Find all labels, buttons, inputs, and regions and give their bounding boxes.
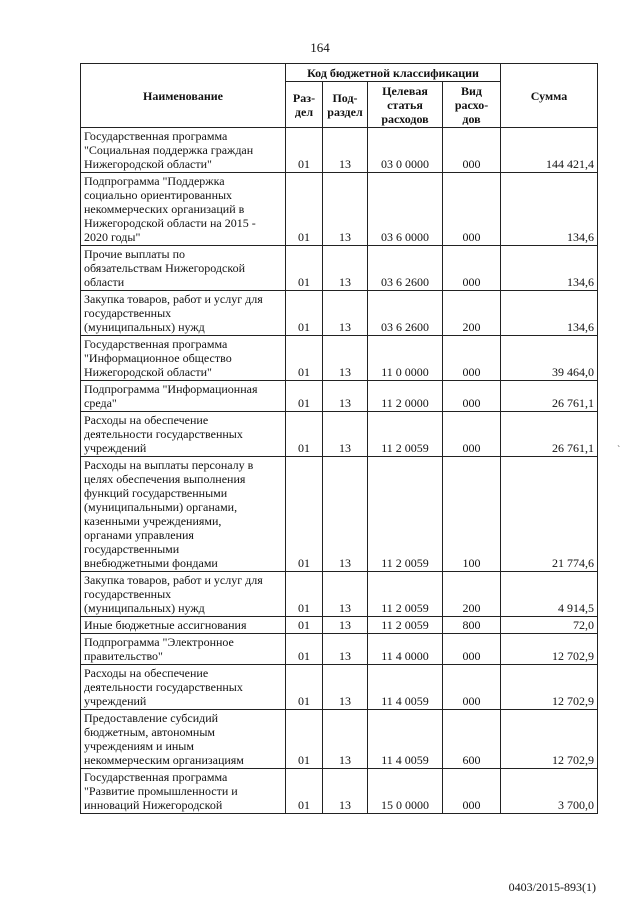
row-podrazdel: 13 (323, 128, 368, 173)
row-summa: 4 914,5 (501, 572, 598, 617)
header-podrazdel: Под- раздел (323, 82, 368, 128)
row-podrazdel: 13 (323, 246, 368, 291)
row-vid-raskhodov: 000 (443, 173, 501, 246)
row-podrazdel: 13 (323, 336, 368, 381)
row-name: Расходы на выплаты персоналу в целях обеспечения выполнения функций государственными (муниципальными) органами, казенными учреждениями, органами управления государственными внебюджетными фондами (81, 457, 286, 572)
header-vid-raskhodov: Вид расхо- дов (443, 82, 501, 128)
row-podrazdel: 13 (323, 457, 368, 572)
row-name: Закупка товаров, работ и услуг для государственных (муниципальных) нужд (81, 291, 286, 336)
row-celevaya-statya: 11 2 0059 (368, 457, 443, 572)
header-summa: Сумма (501, 64, 598, 128)
table-row (81, 173, 598, 246)
row-summa: 134,6 (501, 246, 598, 291)
row-summa: 134,6 (501, 173, 598, 246)
row-celevaya-statya: 03 6 0000 (368, 173, 443, 246)
row-podrazdel: 13 (323, 617, 368, 634)
row-summa: 12 702,9 (501, 634, 598, 665)
row-razdel: 01 (286, 246, 323, 291)
row-name: Подпрограмма "Информационная среда" (81, 381, 286, 412)
row-summa: 39 464,0 (501, 336, 598, 381)
row-name: Иные бюджетные ассигнования (81, 617, 286, 634)
row-vid-raskhodov: 000 (443, 246, 501, 291)
row-vid-raskhodov: 000 (443, 381, 501, 412)
table-header (81, 64, 598, 128)
row-celevaya-statya: 15 0 0000 (368, 769, 443, 814)
header-razdel: Раз- дел (286, 82, 323, 128)
row-podrazdel: 13 (323, 710, 368, 769)
table-row (81, 572, 598, 617)
table-row (81, 336, 598, 381)
row-name: Подпрограмма "Электронное правительство" (81, 634, 286, 665)
row-podrazdel: 13 (323, 634, 368, 665)
row-celevaya-statya: 11 0 0000 (368, 336, 443, 381)
table-row (81, 769, 598, 814)
row-podrazdel: 13 (323, 665, 368, 710)
row-summa: 72,0 (501, 617, 598, 634)
row-summa: 134,6 (501, 291, 598, 336)
table-row (81, 710, 598, 769)
row-razdel: 01 (286, 412, 323, 457)
row-celevaya-statya: 11 2 0000 (368, 381, 443, 412)
row-razdel: 01 (286, 336, 323, 381)
row-celevaya-statya: 11 2 0059 (368, 572, 443, 617)
row-celevaya-statya: 11 4 0059 (368, 665, 443, 710)
row-celevaya-statya: 11 4 0059 (368, 710, 443, 769)
row-summa: 12 702,9 (501, 665, 598, 710)
row-celevaya-statya: 11 4 0000 (368, 634, 443, 665)
row-summa: 26 761,1 (501, 381, 598, 412)
header-name: Наименование (81, 64, 286, 128)
row-celevaya-statya: 03 0 0000 (368, 128, 443, 173)
scan-mark: ` (617, 445, 621, 456)
row-vid-raskhodov: 200 (443, 291, 501, 336)
row-podrazdel: 13 (323, 173, 368, 246)
row-name: Закупка товаров, работ и услуг для государственных (муниципальных) нужд (81, 572, 286, 617)
row-vid-raskhodov: 000 (443, 412, 501, 457)
page-number: 164 (310, 40, 330, 55)
header-classification-group: Код бюджетной классификации (286, 64, 501, 82)
row-vid-raskhodov: 200 (443, 572, 501, 617)
row-podrazdel: 13 (323, 572, 368, 617)
row-celevaya-statya: 03 6 2600 (368, 291, 443, 336)
row-vid-raskhodov: 600 (443, 710, 501, 769)
row-name: Расходы на обеспечение деятельности государственных учреждений (81, 412, 286, 457)
row-summa: 26 761,1 (501, 412, 598, 457)
row-vid-raskhodov: 000 (443, 634, 501, 665)
row-razdel: 01 (286, 617, 323, 634)
row-razdel: 01 (286, 572, 323, 617)
table-row (81, 457, 598, 572)
table-row (81, 128, 598, 173)
row-vid-raskhodov: 800 (443, 617, 501, 634)
table-row (81, 291, 598, 336)
row-razdel: 01 (286, 769, 323, 814)
row-celevaya-statya: 11 2 0059 (368, 412, 443, 457)
row-podrazdel: 13 (323, 381, 368, 412)
table-row (81, 665, 598, 710)
table-row (81, 617, 598, 634)
row-summa: 3 700,0 (501, 769, 598, 814)
table-row (81, 246, 598, 291)
table-row (81, 412, 598, 457)
row-summa: 12 702,9 (501, 710, 598, 769)
row-podrazdel: 13 (323, 291, 368, 336)
row-vid-raskhodov: 000 (443, 665, 501, 710)
row-name: Предоставление субсидий бюджетным, автономным учреждениям и иным некоммерческим организациям (81, 710, 286, 769)
row-razdel: 01 (286, 173, 323, 246)
row-name: Расходы на обеспечение деятельности государственных учреждений (81, 665, 286, 710)
row-summa: 144 421,4 (501, 128, 598, 173)
row-celevaya-statya: 03 6 2600 (368, 246, 443, 291)
row-celevaya-statya: 11 2 0059 (368, 617, 443, 634)
row-razdel: 01 (286, 291, 323, 336)
row-razdel: 01 (286, 634, 323, 665)
row-name: Государственная программа "Социальная поддержка граждан Нижегородской области" (81, 128, 286, 173)
table-body (81, 128, 598, 814)
row-razdel: 01 (286, 381, 323, 412)
row-vid-raskhodov: 000 (443, 769, 501, 814)
row-summa: 21 774,6 (501, 457, 598, 572)
budget-table (80, 63, 598, 814)
row-name: Прочие выплаты по обязательствам Нижегородской области (81, 246, 286, 291)
row-name: Государственная программа "Развитие промышленности и инноваций Нижегородской (81, 769, 286, 814)
row-vid-raskhodov: 000 (443, 128, 501, 173)
document-number: 0403/2015-893(1) (508, 880, 596, 894)
row-vid-raskhodov: 100 (443, 457, 501, 572)
row-name: Государственная программа "Информационное общество Нижегородской области" (81, 336, 286, 381)
row-razdel: 01 (286, 665, 323, 710)
row-razdel: 01 (286, 128, 323, 173)
table-row (81, 634, 598, 665)
row-vid-raskhodov: 000 (443, 336, 501, 381)
table-row (81, 381, 598, 412)
row-podrazdel: 13 (323, 412, 368, 457)
row-razdel: 01 (286, 457, 323, 572)
header-celevaya-statya: Целевая статья расходов (368, 82, 443, 128)
row-podrazdel: 13 (323, 769, 368, 814)
row-razdel: 01 (286, 710, 323, 769)
row-name: Подпрограмма "Поддержка социально ориентированных некоммерческих организаций в Нижегородской области на 2015 - 2020 годы" (81, 173, 286, 246)
